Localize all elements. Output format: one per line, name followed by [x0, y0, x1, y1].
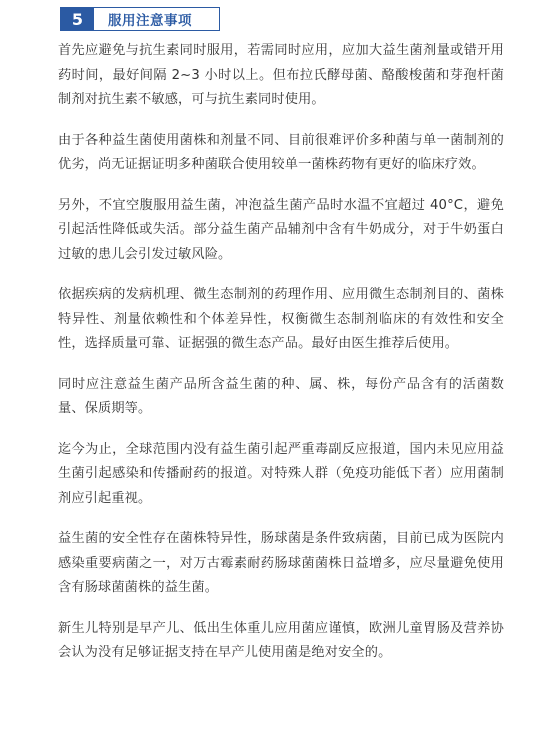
paragraph: 依据疾病的发病机理、微生态制剂的药理作用、应用微生态制剂目的、菌株特异性、剂量依赖性和个体差异性，权衡微生态制剂临床的有效性和安全性，选择质量可靠、证据强的微生态产品。最好由医生推荐后使用。 [58, 287, 504, 351]
paragraph: 同时应注意益生菌产品所含益生菌的种、属、株，每份产品含有的活菌数量、保质期等。 [58, 376, 504, 416]
paragraph: 由于各种益生菌使用菌株和剂量不同、目前很难评价多种菌与单一菌制剂的优劣，尚无证据证明多种菌联合使用较单一菌株药物有更好的临床疗效。 [58, 132, 504, 172]
section-header [60, 7, 220, 31]
paragraph: 新生儿特别是早产儿、低出生体重儿应用菌应谨慎，欧洲儿童胃肠及营养协会认为没有足够证据支持在早产儿使用菌是绝对安全的。 [58, 620, 504, 660]
paragraph: 迄今为止，全球范围内没有益生菌引起严重毒副反应报道，国内未见应用益生菌引起感染和传播耐药的报道。对特殊人群（免疫功能低下者）应用菌制剂应引起重视。 [58, 441, 504, 506]
section-number: 5 [61, 8, 94, 30]
paragraph: 另外，不宜空腹服用益生菌，冲泡益生菌产品时水温不宜超过 40°C，避免引起活性降低或失活。部分益生菌产品辅剂中含有牛奶成分，对于牛奶蛋白过敏的患儿会引发过敏风险。 [58, 197, 504, 262]
paragraph: 益生菌的安全性存在菌株特异性，肠球菌是条件致病菌，目前已成为医院内感染重要病菌之一，对万古霉素耐药肠球菌菌株日益增多，应尽量避免使用含有肠球菌菌株的益生菌。 [58, 531, 504, 595]
article-body [58, 39, 504, 682]
paragraph: 首先应避免与抗生素同时服用，若需同时应用，应加大益生菌剂量或错开用药时间，最好间隔 2~3 小时以上。但布拉氏酵母菌、酪酸梭菌和芽孢杆菌制剂对抗生素不敏感，可与抗生素同时使用。 [58, 43, 504, 107]
section-title: 服用注意事项 [108, 13, 192, 29]
